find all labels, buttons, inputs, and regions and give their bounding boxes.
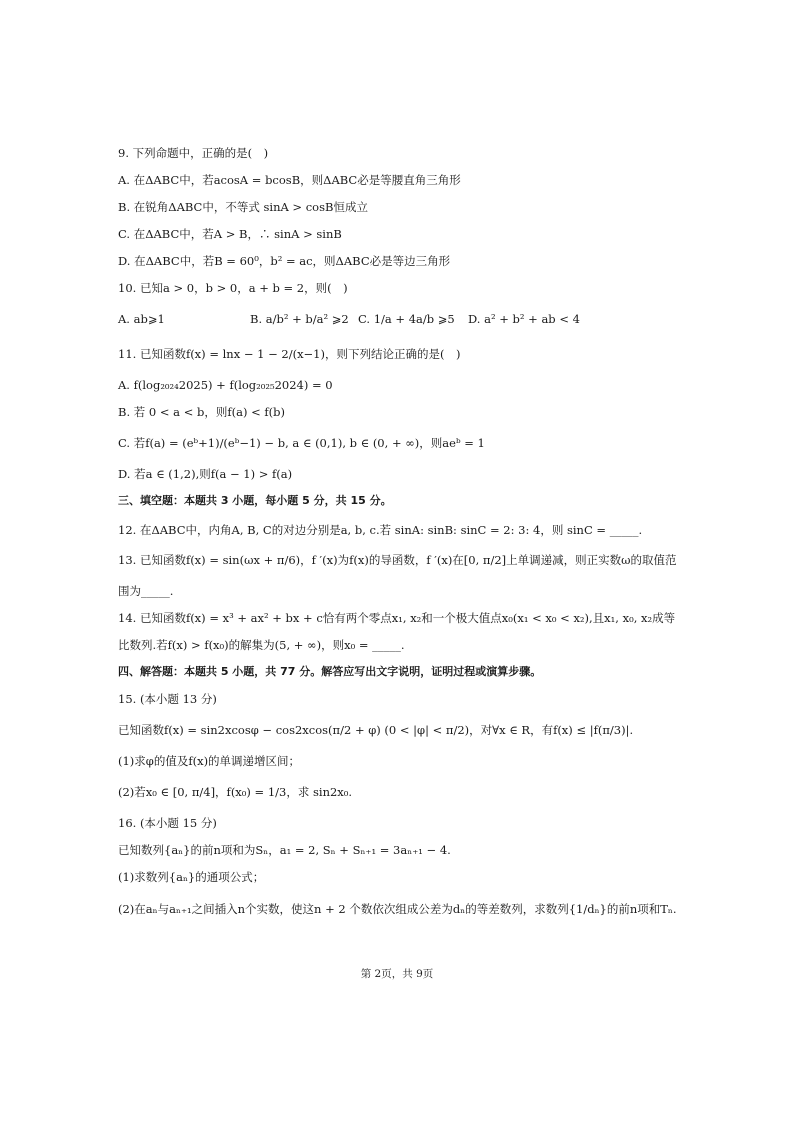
question-16-stem: 已知数列{aₙ}的前n项和为Sₙ，a₁ = 2, Sₙ + Sₙ₊₁ = 3aₙ₊₁ − 4. <box>118 843 451 857</box>
question-16-part-2: (2)在aₙ与aₙ₊₁之间插入n个实数，使这n + 2 个数依次组成公差为dₙ的等差数列，求数列{1/dₙ}的前n项和Tₙ. <box>118 902 677 916</box>
question-11-option-a: A. f(log₂₀₂₄2025) + f(log₂₀₂₅2024) = 0 <box>118 378 333 392</box>
question-10-options <box>118 311 718 329</box>
question-11-option-b: B. 若 0 < a < b，则f(a) < f(b) <box>118 405 285 419</box>
question-14-continued: 比数列.若f(x) > f(x₀)的解集为(5, + ∞)，则x₀ = _____. <box>118 638 405 652</box>
question-14: 14. 已知函数f(x) = x³ + ax² + bx + c恰有两个零点x₁, x₂和一个极大值点x₀(x₁ < x₀ < x₂),且x₁, x₀, x₂成等 <box>118 611 676 625</box>
question-15-stem: 已知函数f(x) = sin2xcosφ − cos2xcos(π/2 + φ) (0 < |φ| < π/2)，对∀x ∈ R，有f(x) ≤ |f(π/3)|. <box>118 723 634 737</box>
question-13: 13. 已知函数f(x) = sin(ωx + π/6)，f ′(x)为f(x)的导函数，f ′(x)在[0, π/2]上单调递减，则正实数ω的取值范 <box>118 553 677 567</box>
question-15-part-2: (2)若x₀ ∈ [0, π/4]，f(x₀) = 1/3，求 sin2x₀. <box>118 785 353 799</box>
question-11-option-c: C. 若f(a) = (eᵇ+1)/(eᵇ−1) − b, a ∈ (0,1), b ∈ (0, + ∞)，则aeᵇ = 1 <box>118 436 485 450</box>
page-footer: 第 2页，共 9页 <box>360 968 434 980</box>
question-9: 9. 下列命题中，正确的是( ) <box>118 146 269 160</box>
question-11: 11. 已知函数f(x) = lnx − 1 − 2/(x−1)，则下列结论正确的是( ) <box>118 347 461 361</box>
question-16-part-1: (1)求数列{aₙ}的通项公式； <box>118 870 265 884</box>
question-10-option-d: D. a² + b² + ab < 4 <box>468 312 580 326</box>
question-10-option-c: C. 1/a + 4a/b ⩾5 <box>358 312 455 326</box>
section-3-heading: 三、填空题：本题共 3 小题，每小题 5 分，共 15 分。 <box>118 494 392 507</box>
question-15-part-1: (1)求φ的值及f(x)的单调递增区间； <box>118 754 301 768</box>
question-13-continued: 围为_____. <box>118 584 174 598</box>
question-10-option-a: A. ab⩾1 <box>118 312 165 326</box>
question-10-option-b: B. a/b² + b/a² ⩾2 <box>250 312 349 326</box>
question-15-header: 15. (本小题 13 分) <box>118 692 217 706</box>
question-11-option-d: D. 若a ∈ (1,2),则f(a − 1) > f(a) <box>118 467 293 481</box>
question-9-option-c: C. 在ΔABC中，若A > B，∴ sinA > sinB <box>118 227 342 241</box>
question-16-header: 16. (本小题 15 分) <box>118 816 217 830</box>
question-9-option-d: D. 在ΔABC中，若B = 60⁰，b² = ac，则ΔABC必是等边三角形 <box>118 254 451 268</box>
question-9-option-b: B. 在锐角ΔABC中，不等式 sinA > cosB恒成立 <box>118 200 368 214</box>
section-4-heading: 四、解答题：本题共 5 小题，共 77 分。解答应写出文字说明，证明过程或演算步骤。 <box>118 665 542 678</box>
question-12: 12. 在ΔABC中，内角A, B, C的对边分别是a, b, c.若 sinA: sinB: sinC = 2: 3: 4，则 sinC = _____. <box>118 523 643 537</box>
question-10: 10. 已知a > 0，b > 0，a + b = 2，则( ) <box>118 281 348 295</box>
question-9-option-a: A. 在ΔABC中，若acosA = bcosB，则ΔABC必是等腰直角三角形 <box>118 173 461 187</box>
